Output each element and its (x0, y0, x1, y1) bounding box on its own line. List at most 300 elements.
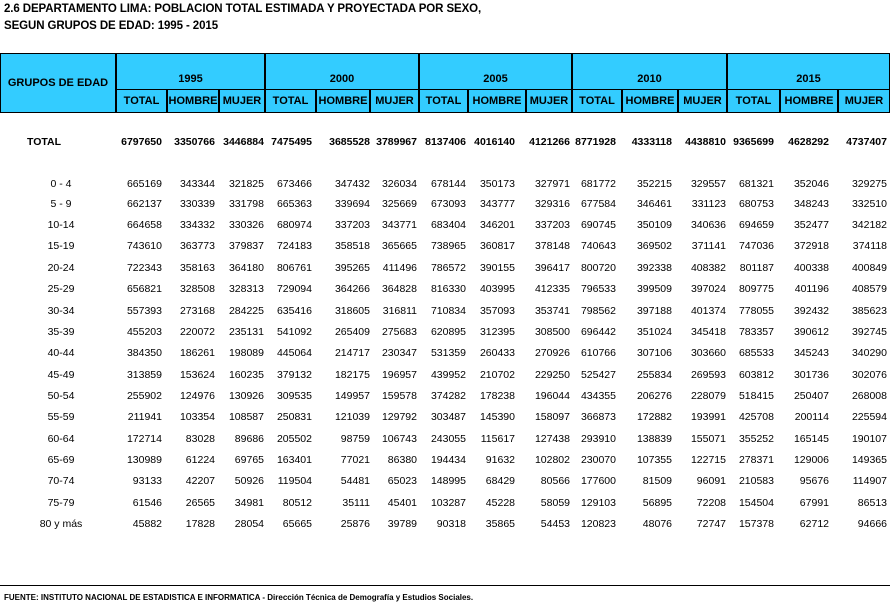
cell-1995-total: 455203 (126, 326, 162, 338)
cell-2000-mujer: 196957 (381, 369, 417, 381)
cell-2005-total: 738965 (430, 240, 466, 252)
cell-2015-total: 425708 (738, 411, 774, 423)
cell-2010-hombre: 56895 (642, 497, 672, 509)
age-group-label: 25-29 (47, 283, 75, 295)
cell-2010-hombre: 350109 (636, 219, 672, 231)
header-group-label: GRUPOS DE EDAD (0, 53, 116, 113)
cell-2005-total: 243055 (430, 433, 466, 445)
cell-2015-total: 778055 (738, 305, 774, 317)
cell-1995-mujer: 69765 (234, 454, 264, 466)
cell-2010-mujer: 228079 (690, 390, 726, 402)
cell-2005-hombre: 68429 (485, 475, 515, 487)
cell-2005-total: 103287 (430, 497, 466, 509)
cell-2015-total: 157378 (738, 518, 774, 530)
header-col-hombre: HOMBRE (468, 89, 526, 113)
header-col-mujer: MUJER (370, 89, 419, 113)
cell-2010-mujer: 345418 (690, 326, 726, 338)
cell-2010-hombre: 48076 (642, 518, 672, 530)
cell-2005-mujer: 337203 (534, 219, 570, 231)
cell-2000-mujer: 106743 (381, 433, 417, 445)
cell-1995-hombre: 3350766 (174, 136, 215, 148)
cell-1995-total: 211941 (127, 411, 162, 423)
cell-2010-hombre: 307106 (636, 347, 672, 359)
cell-1995-hombre: 83028 (185, 433, 215, 445)
cell-2005-mujer: 327971 (534, 178, 570, 190)
cell-2005-hombre: 350173 (479, 178, 515, 190)
cell-2000-hombre: 121039 (334, 411, 370, 423)
table-row (0, 283, 890, 299)
cell-2015-total: 210583 (738, 475, 774, 487)
age-group-label: 55-59 (47, 411, 75, 423)
cell-2000-mujer: 159578 (381, 390, 417, 402)
cell-2000-total: 119504 (277, 475, 312, 487)
cell-2015-mujer: 332510 (851, 198, 887, 210)
cell-1995-mujer: 108587 (228, 411, 264, 423)
age-group-label: 20-24 (47, 262, 75, 274)
cell-2010-mujer: 371141 (691, 240, 726, 252)
table-row (0, 347, 890, 363)
cell-2000-total: 680974 (276, 219, 312, 231)
cell-2005-hombre: 145390 (479, 411, 515, 423)
cell-2015-total: 603812 (738, 369, 774, 381)
header-col-total: TOTAL (116, 89, 167, 113)
cell-2010-hombre: 4333118 (631, 136, 672, 148)
cell-2000-hombre: 347432 (334, 178, 370, 190)
source-footnote: FUENTE: INSTITUTO NACIONAL DE ESTADISTICA E INFORMATICA - Dirección Técnica de Demografía y Estudios Sociales. (4, 593, 474, 602)
cell-2000-hombre: 364266 (334, 283, 370, 295)
cell-2000-mujer: 411496 (382, 262, 417, 274)
cell-2015-hombre: 200114 (794, 411, 829, 423)
header-col-total: TOTAL (572, 89, 622, 113)
cell-2005-total: 531359 (430, 347, 466, 359)
cell-1995-hombre: 186261 (179, 347, 215, 359)
cell-2005-total: 683404 (430, 219, 466, 231)
cell-2000-hombre: 337203 (334, 219, 370, 231)
cell-2015-mujer: 190107 (851, 433, 887, 445)
cell-2010-hombre: 172882 (636, 411, 672, 423)
cell-2015-hombre: 400338 (793, 262, 829, 274)
cell-2005-mujer: 396417 (534, 262, 570, 274)
age-group-label: 10-14 (47, 219, 75, 231)
header-col-total: TOTAL (265, 89, 316, 113)
cell-2005-mujer: 54453 (540, 518, 570, 530)
cell-2015-mujer: 342182 (851, 219, 887, 231)
cell-1995-mujer: 379837 (228, 240, 264, 252)
header-col-hombre: HOMBRE (780, 89, 838, 113)
cell-1995-total: 61546 (132, 497, 162, 509)
cell-2015-total: 154504 (738, 497, 774, 509)
cell-2010-mujer: 122715 (690, 454, 726, 466)
cell-2015-total: 685533 (738, 347, 774, 359)
cell-2005-hombre: 357093 (479, 305, 515, 317)
cell-2000-total: 80512 (282, 497, 312, 509)
cell-2000-hombre: 214717 (334, 347, 370, 359)
header-col-total: TOTAL (727, 89, 780, 113)
cell-2010-total: 800720 (580, 262, 616, 274)
cell-2000-mujer: 326034 (381, 178, 417, 190)
cell-2015-mujer: 340290 (851, 347, 887, 359)
age-group-label: 0 - 4 (50, 178, 72, 190)
footer-divider (0, 585, 890, 586)
header-col-mujer: MUJER (838, 89, 890, 113)
total-row (0, 136, 890, 152)
cell-2000-mujer: 325669 (381, 198, 417, 210)
cell-1995-hombre: 103354 (179, 411, 215, 423)
cell-2005-hombre: 91632 (485, 454, 515, 466)
cell-2000-hombre: 54481 (340, 475, 370, 487)
cell-1995-hombre: 358163 (179, 262, 215, 274)
cell-2000-total: 673466 (276, 178, 312, 190)
cell-2010-mujer: 269593 (690, 369, 726, 381)
header-year-label: 2000 (329, 73, 355, 85)
cell-2010-hombre: 346461 (636, 198, 672, 210)
cell-2005-mujer: 58059 (540, 497, 570, 509)
cell-2015-total: 809775 (738, 283, 774, 295)
age-group-label: 70-74 (47, 475, 75, 487)
cell-2000-total: 665363 (276, 198, 312, 210)
cell-1995-mujer: 160235 (228, 369, 264, 381)
cell-2000-mujer: 39789 (387, 518, 417, 530)
header-year-2010 (572, 53, 727, 90)
cell-2005-mujer: 127438 (534, 433, 570, 445)
cell-1995-mujer: 235131 (228, 326, 264, 338)
cell-2010-total: 129103 (580, 497, 616, 509)
cell-1995-total: 45882 (132, 518, 162, 530)
cell-2000-hombre: 98759 (340, 433, 370, 445)
cell-2010-total: 677584 (580, 198, 616, 210)
cell-2015-total: 518415 (738, 390, 774, 402)
cell-2000-total: 724183 (276, 240, 312, 252)
cell-2005-mujer: 353741 (534, 305, 570, 317)
cell-2000-hombre: 149957 (334, 390, 370, 402)
cell-2000-total: 806761 (276, 262, 312, 274)
cell-2000-hombre: 25876 (340, 518, 370, 530)
cell-2015-hombre: 401196 (794, 283, 829, 295)
cell-1995-hombre: 61224 (185, 454, 215, 466)
cell-1995-mujer: 330326 (228, 219, 264, 231)
cell-2000-total: 541092 (276, 326, 312, 338)
cell-2010-total: 796533 (580, 283, 616, 295)
cell-2005-hombre: 115617 (480, 433, 515, 445)
cell-2010-hombre: 352215 (636, 178, 672, 190)
cell-2010-mujer: 408382 (690, 262, 726, 274)
cell-2010-mujer: 340636 (690, 219, 726, 231)
cell-2000-total: 445064 (276, 347, 312, 359)
cell-2015-hombre: 390612 (793, 326, 829, 338)
age-group-label: 5 - 9 (50, 198, 72, 210)
cell-1995-hombre: 334332 (179, 219, 215, 231)
cell-2010-mujer: 329557 (690, 178, 726, 190)
cell-1995-mujer: 364180 (228, 262, 264, 274)
cell-2005-total: 374282 (430, 390, 466, 402)
cell-1995-hombre: 124976 (179, 390, 215, 402)
table-title-line-2: SEGUN GRUPOS DE EDAD: 1995 - 2015 (4, 20, 218, 32)
cell-2005-total: 678144 (430, 178, 466, 190)
cell-1995-total: 664658 (126, 219, 162, 231)
cell-2010-total: 177600 (580, 475, 616, 487)
cell-1995-mujer: 28054 (234, 518, 264, 530)
cell-2015-mujer: 225594 (851, 411, 887, 423)
cell-1995-mujer: 3446884 (223, 136, 264, 148)
cell-2010-hombre: 81509 (642, 475, 672, 487)
cell-2015-mujer: 268008 (851, 390, 887, 402)
cell-2010-total: 434355 (580, 390, 616, 402)
cell-2005-mujer: 102802 (534, 454, 570, 466)
age-group-label: 40-44 (47, 347, 75, 359)
cell-2005-total: 90318 (436, 518, 466, 530)
cell-2005-hombre: 360817 (479, 240, 515, 252)
cell-2015-hombre: 62712 (799, 518, 829, 530)
cell-2005-hombre: 403995 (479, 283, 515, 295)
cell-2000-hombre: 35111 (342, 497, 370, 509)
cell-2010-mujer: 401374 (690, 305, 726, 317)
cell-2005-total: 148995 (430, 475, 466, 487)
cell-2005-mujer: 412335 (534, 283, 570, 295)
cell-2005-mujer: 196044 (534, 390, 570, 402)
cell-2005-hombre: 346201 (479, 219, 515, 231)
cell-2015-mujer: 374118 (852, 240, 887, 252)
cell-2010-total: 740643 (580, 240, 616, 252)
cell-2005-hombre: 4016140 (474, 136, 515, 148)
cell-2015-hombre: 345243 (793, 347, 829, 359)
cell-2015-hombre: 348243 (793, 198, 829, 210)
cell-1995-hombre: 220072 (179, 326, 215, 338)
header-col-hombre: HOMBRE (167, 89, 219, 113)
cell-2015-total: 680753 (738, 198, 774, 210)
cell-2010-mujer: 96091 (696, 475, 726, 487)
cell-2000-total: 729094 (276, 283, 312, 295)
cell-2000-mujer: 3789967 (376, 136, 417, 148)
cell-2005-mujer: 4121266 (529, 136, 570, 148)
cell-1995-mujer: 34981 (234, 497, 264, 509)
table-row (0, 433, 890, 449)
cell-1995-mujer: 130926 (228, 390, 264, 402)
cell-1995-hombre: 363773 (179, 240, 215, 252)
table-row (0, 390, 890, 406)
cell-2015-mujer: 302076 (851, 369, 887, 381)
cell-2000-mujer: 86380 (387, 454, 417, 466)
cell-2010-hombre: 351024 (636, 326, 672, 338)
cell-2010-mujer: 193991 (690, 411, 726, 423)
cell-1995-mujer: 331798 (228, 198, 264, 210)
cell-2010-hombre: 107355 (636, 454, 672, 466)
cell-2005-mujer: 329316 (534, 198, 570, 210)
cell-2010-hombre: 392338 (636, 262, 672, 274)
cell-2010-total: 525427 (580, 369, 616, 381)
cell-2010-hombre: 255834 (636, 369, 672, 381)
cell-2015-mujer: 408579 (851, 283, 887, 295)
cell-1995-total: 384350 (126, 347, 162, 359)
cell-2000-mujer: 65023 (387, 475, 417, 487)
cell-1995-hombre: 328508 (179, 283, 215, 295)
cell-2015-total: 747036 (738, 240, 774, 252)
cell-2010-mujer: 72747 (696, 518, 726, 530)
cell-2015-hombre: 392432 (793, 305, 829, 317)
cell-1995-total: 313859 (126, 369, 162, 381)
cell-2005-mujer: 229250 (534, 369, 570, 381)
cell-2010-mujer: 397024 (690, 283, 726, 295)
table-row (0, 497, 890, 513)
cell-2010-total: 681772 (580, 178, 616, 190)
cell-2000-hombre: 182175 (334, 369, 370, 381)
cell-2005-total: 194434 (430, 454, 466, 466)
cell-2000-mujer: 275683 (381, 326, 417, 338)
cell-2010-hombre: 399509 (636, 283, 672, 295)
cell-2000-total: 309535 (276, 390, 312, 402)
cell-2010-total: 366873 (580, 411, 616, 423)
cell-2015-mujer: 385623 (851, 305, 887, 317)
cell-2015-hombre: 95676 (799, 475, 829, 487)
cell-2015-mujer: 392745 (851, 326, 887, 338)
cell-2005-hombre: 390155 (479, 262, 515, 274)
header-year-2015 (727, 53, 890, 90)
table-header (0, 53, 890, 113)
table-row (0, 518, 890, 534)
cell-1995-total: 255902 (126, 390, 162, 402)
cell-1995-total: 662137 (126, 198, 162, 210)
cell-2000-mujer: 230347 (381, 347, 417, 359)
age-group-label: 65-69 (47, 454, 75, 466)
cell-2010-hombre: 369502 (636, 240, 672, 252)
cell-2005-total: 439952 (430, 369, 466, 381)
cell-2015-hombre: 250407 (793, 390, 829, 402)
cell-2000-hombre: 265409 (334, 326, 370, 338)
cell-2010-total: 120823 (580, 518, 616, 530)
cell-1995-hombre: 153624 (179, 369, 215, 381)
cell-1995-total: 665169 (126, 178, 162, 190)
cell-2000-mujer: 365665 (381, 240, 417, 252)
cell-2015-hombre: 129006 (793, 454, 829, 466)
cell-2000-mujer: 316811 (382, 305, 417, 317)
cell-2000-total: 635416 (276, 305, 312, 317)
cell-2005-total: 673093 (430, 198, 466, 210)
cell-2005-total: 303487 (430, 411, 466, 423)
table-row (0, 219, 890, 235)
header-col-hombre: HOMBRE (622, 89, 678, 113)
cell-2010-hombre: 138839 (636, 433, 672, 445)
age-group-label: 80 y más (39, 518, 83, 530)
cell-2015-mujer: 114907 (852, 475, 887, 487)
age-group-label: 45-49 (47, 369, 75, 381)
table-row (0, 178, 890, 194)
table-row (0, 198, 890, 214)
cell-1995-hombre: 330339 (179, 198, 215, 210)
cell-2005-mujer: 378148 (534, 240, 570, 252)
age-group-label: 50-54 (47, 390, 75, 402)
cell-2005-hombre: 45228 (485, 497, 515, 509)
cell-1995-mujer: 328313 (228, 283, 264, 295)
table-row (0, 305, 890, 321)
cell-2005-hombre: 343777 (479, 198, 515, 210)
cell-2015-hombre: 372918 (793, 240, 829, 252)
cell-2000-mujer: 364828 (381, 283, 417, 295)
cell-1995-mujer: 198089 (228, 347, 264, 359)
cell-1995-total: 656821 (126, 283, 162, 295)
header-year-1995 (116, 53, 265, 90)
cell-2010-mujer: 72208 (696, 497, 726, 509)
cell-2005-total: 620895 (430, 326, 466, 338)
cell-2015-mujer: 94666 (857, 518, 887, 530)
cell-1995-total: 130989 (126, 454, 162, 466)
cell-2000-hombre: 3685528 (329, 136, 370, 148)
age-group-label: 75-79 (47, 497, 75, 509)
header-col-hombre: HOMBRE (316, 89, 370, 113)
table-row (0, 240, 890, 256)
cell-2000-total: 379132 (276, 369, 312, 381)
cell-2005-hombre: 178238 (479, 390, 515, 402)
cell-1995-total: 6797650 (121, 136, 162, 148)
cell-2000-total: 250831 (276, 411, 312, 423)
age-group-label: 35-39 (47, 326, 75, 338)
cell-2005-mujer: 270926 (534, 347, 570, 359)
cell-2000-hombre: 339694 (334, 198, 370, 210)
cell-2010-mujer: 303660 (690, 347, 726, 359)
cell-2010-total: 690745 (580, 219, 616, 231)
cell-2015-hombre: 67991 (799, 497, 829, 509)
cell-2010-total: 293910 (580, 433, 616, 445)
header-col-mujer: MUJER (678, 89, 727, 113)
cell-2015-total: 681321 (738, 178, 774, 190)
age-group-label: TOTAL (26, 136, 62, 148)
cell-2015-total: 355252 (738, 433, 774, 445)
table-row (0, 454, 890, 470)
table-row (0, 326, 890, 342)
cell-2015-mujer: 149365 (851, 454, 887, 466)
cell-2015-mujer: 329275 (851, 178, 887, 190)
cell-2000-hombre: 358518 (334, 240, 370, 252)
cell-1995-mujer: 284225 (228, 305, 264, 317)
cell-1995-total: 172714 (126, 433, 162, 445)
cell-2005-total: 8137406 (425, 136, 466, 148)
cell-2010-hombre: 397188 (636, 305, 672, 317)
cell-2005-total: 710834 (430, 305, 466, 317)
header-year-label: 2005 (483, 73, 508, 85)
cell-2000-hombre: 318605 (334, 305, 370, 317)
cell-1995-mujer: 89686 (234, 433, 264, 445)
cell-1995-total: 93133 (132, 475, 162, 487)
cell-1995-total: 722343 (126, 262, 162, 274)
header-col-total: TOTAL (419, 89, 468, 113)
cell-1995-total: 557393 (126, 305, 162, 317)
cell-1995-hombre: 42207 (185, 475, 215, 487)
cell-2010-total: 610766 (580, 347, 616, 359)
cell-2015-mujer: 4737407 (846, 136, 887, 148)
cell-2005-total: 816330 (430, 283, 466, 295)
cell-2010-mujer: 4438810 (685, 136, 726, 148)
cell-2015-total: 801187 (739, 262, 774, 274)
cell-2015-mujer: 400849 (851, 262, 887, 274)
cell-2015-total: 783357 (738, 326, 774, 338)
cell-2000-mujer: 45401 (387, 497, 417, 509)
cell-2005-hombre: 312395 (479, 326, 515, 338)
cell-2005-total: 786572 (430, 262, 466, 274)
table-title-line-1: 2.6 DEPARTAMENTO LIMA: POBLACION TOTAL ESTIMADA Y PROYECTADA POR SEXO, (4, 3, 482, 15)
cell-2010-total: 8771928 (575, 136, 616, 148)
cell-2010-hombre: 206276 (636, 390, 672, 402)
cell-2010-total: 696442 (580, 326, 616, 338)
header-year-label: 2015 (796, 73, 821, 85)
age-group-label: 15-19 (47, 240, 75, 252)
header-year-2005 (419, 53, 572, 90)
cell-2015-total: 278371 (738, 454, 774, 466)
cell-1995-total: 743610 (126, 240, 162, 252)
cell-2015-hombre: 352046 (793, 178, 829, 190)
cell-2000-hombre: 395265 (334, 262, 370, 274)
cell-1995-hombre: 17828 (185, 518, 215, 530)
cell-2000-total: 7475495 (271, 136, 312, 148)
cell-2000-hombre: 77021 (340, 454, 370, 466)
header-year-label: 1995 (178, 73, 203, 85)
